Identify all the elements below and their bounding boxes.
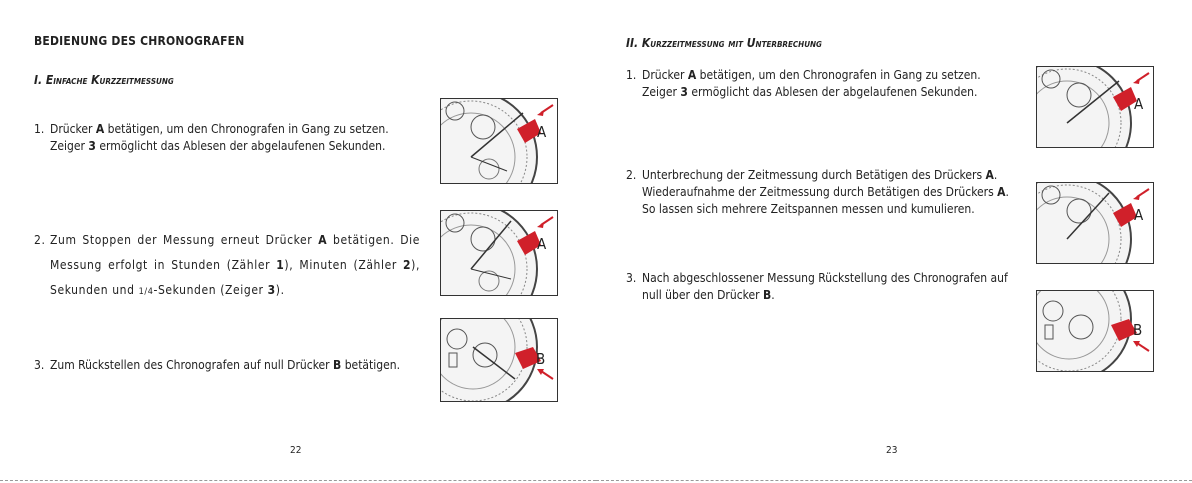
pusher-label: A: [537, 123, 547, 141]
watch-figure: [1036, 290, 1154, 372]
watch-figure: [440, 98, 558, 184]
pusher-label: A: [1134, 206, 1144, 224]
watch-figure: [1036, 182, 1154, 264]
left-page: BEDIENUNG DES CHRONOGRAFEN I. Einfache Kurzzeitmessung 1. Drücker A betätigen, um den Chronografen in Gang zu setzen. Zeiger 3 ermöglicht das Ablesen der abgelaufenen Sekunden. 2. Zum Stoppen der Messung erneut Drücker A betätigen. Die Messung erfolgt in Stunden (Zähler 1), Minuten (Zähler 2), Sekunden und 1/4-Sekunden (Zeiger 3). 3. Zum Rückstellen des Chronografen auf null Drücker B betätigen. A A B 22: [0, 0, 596, 483]
watch-figure: [1036, 66, 1154, 148]
divider: [0, 480, 596, 481]
pusher-label: A: [1134, 95, 1144, 113]
pusher-label: A: [537, 235, 547, 253]
pusher-label: B: [536, 350, 546, 368]
divider: [596, 480, 1192, 481]
watch-figure: [440, 210, 558, 296]
pusher-label: B: [1133, 321, 1143, 339]
page-number: 23: [886, 445, 898, 456]
right-page: II. Kurzzeitmessung mit Unterbrechung 1. Drücker A betätigen, um den Chronografen in Gang zu setzen. Zeiger 3 ermöglicht das Ablesen der abgelaufenen Sekunden. 2. Unterbrechung der Zeitmessung durch Betätigen des Drückers A. Wiederaufnahme der Zeitmessung durch Betätigen des Drückers A. So lassen sich mehrere Zeitspannen messen und kumulieren. 3. Nach abgeschlossener Messung Rückstellung des Chronografen auf null über den Drücker B. A A B 23: [596, 0, 1192, 483]
page-number: 22: [290, 445, 302, 456]
section-title: II. Kurzzeitmessung mit Unterbrechung: [626, 36, 822, 50]
page-title: BEDIENUNG DES CHRONOGRAFEN: [34, 34, 245, 48]
section-title: I. Einfache Kurzzeitmessung: [34, 73, 174, 87]
watch-figure: [440, 318, 558, 402]
